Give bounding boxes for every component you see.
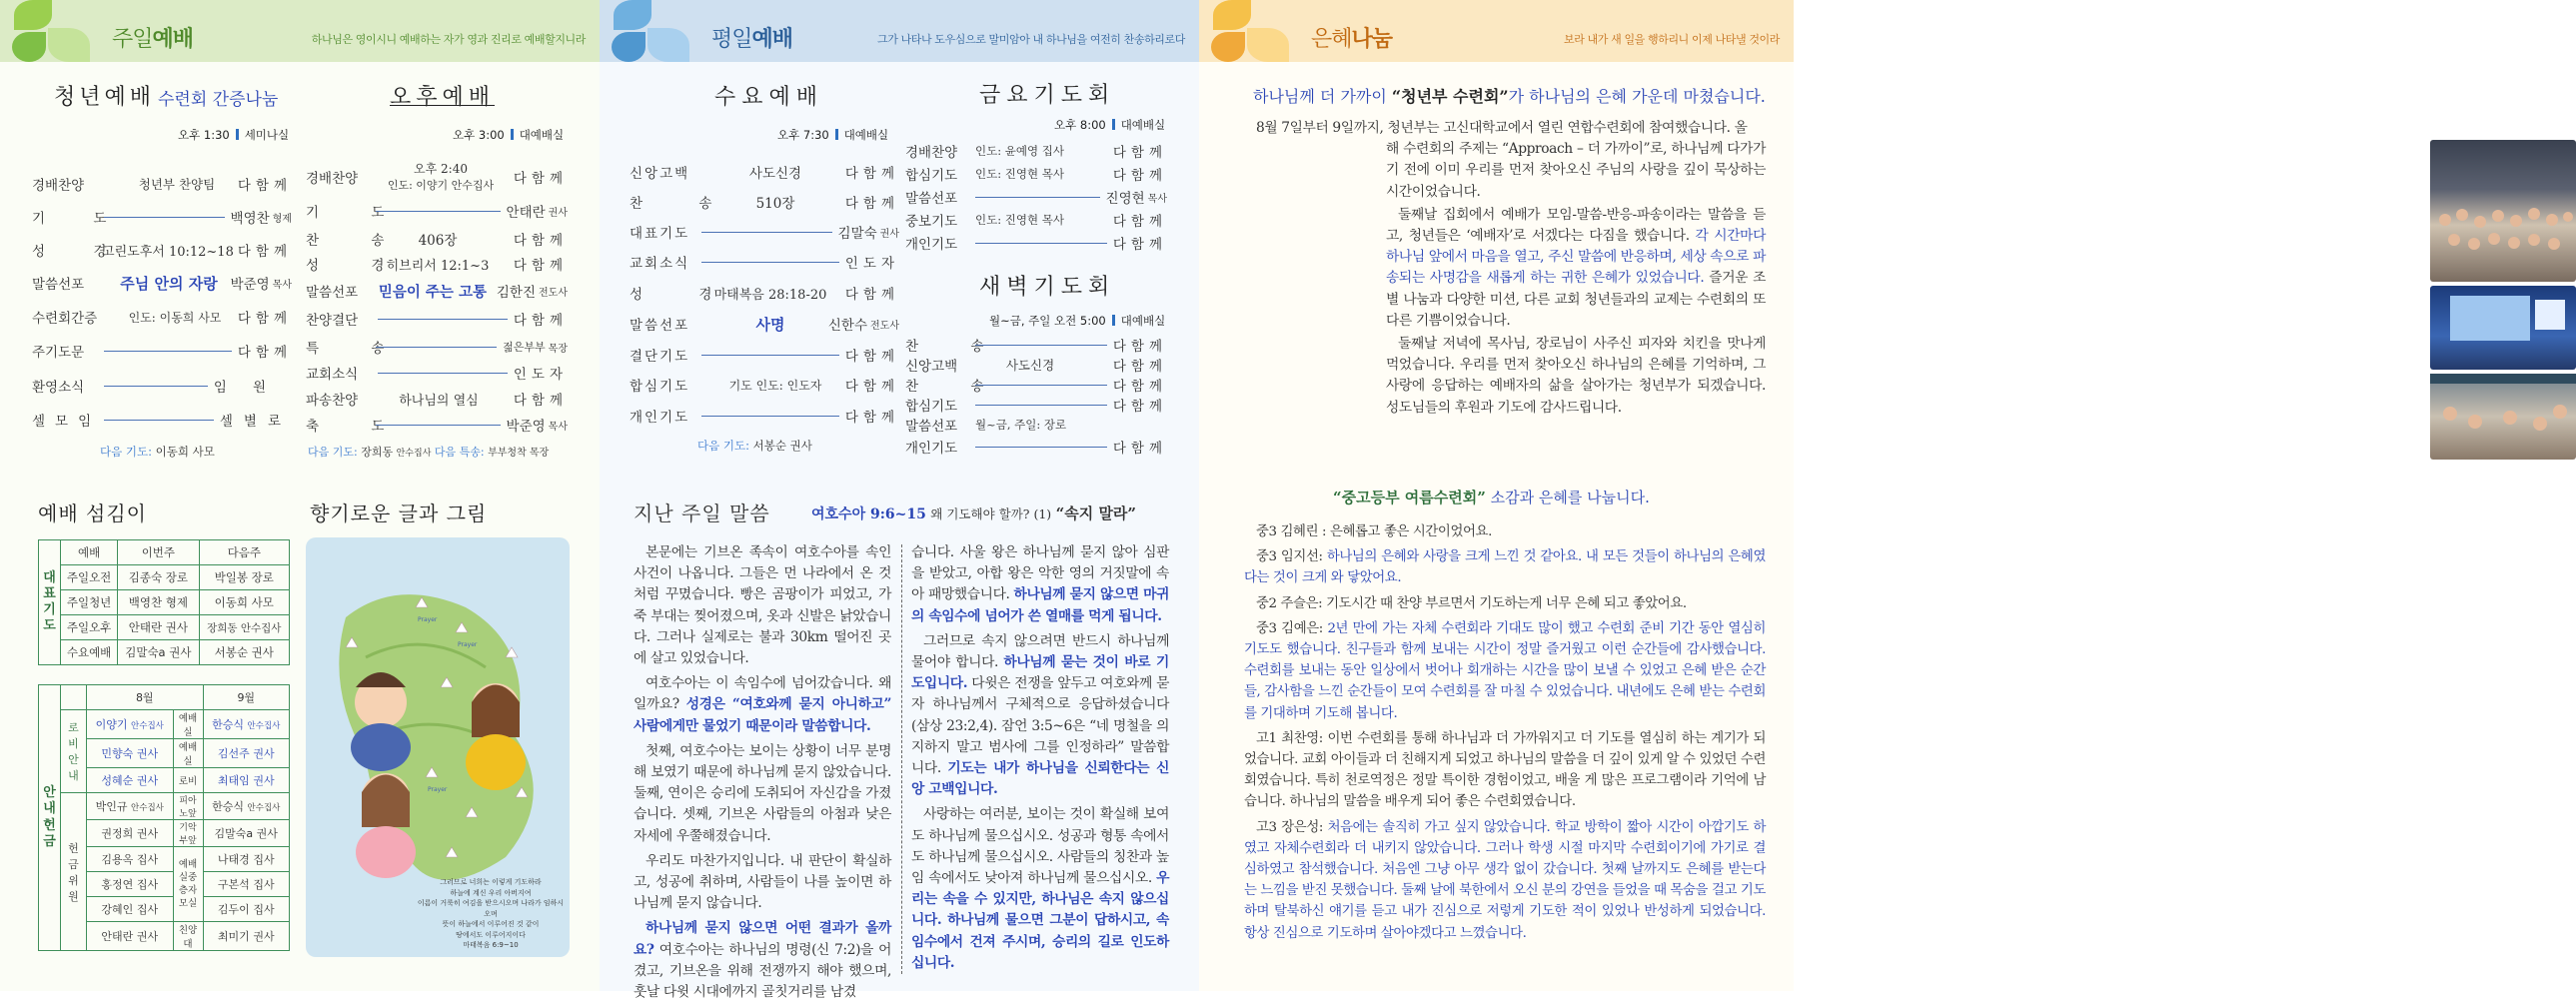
- leaf-icon: [1211, 32, 1245, 62]
- sunday-column: [0, 0, 600, 991]
- order-row: 말씀선포 진영현 목사: [905, 191, 1167, 207]
- highschool-headline: “중고등부 여름수련회” 소감과 은혜를 나눕니다.: [1333, 489, 1650, 506]
- order-row: 성 경 히브리서 12:1~3 다함께: [306, 258, 568, 274]
- table-row: 홍정연 집사 구본석 집사: [39, 872, 290, 897]
- table-row: 권정희 권사 기악부앞 김말숙a 권사: [39, 820, 290, 847]
- order-row: 찬양결단 다함께: [306, 313, 568, 329]
- leaf-icon: [12, 32, 46, 62]
- leaf-icon: [612, 32, 645, 62]
- table-row: 강혜인 집사 김두이 집사: [39, 897, 290, 922]
- leaf-icon: [1247, 28, 1289, 62]
- table-header: 예배: [61, 540, 118, 565]
- dawn-time: 월~금, 주일 오전 5:00 대예배실: [989, 314, 1166, 328]
- order-row: 대표기도 김말숙 권사: [630, 226, 899, 242]
- leaf-icon: [14, 0, 52, 30]
- prayer-word: Prayer: [428, 786, 448, 793]
- order-row: 환영소식 임원: [32, 380, 292, 396]
- leaf-icon: [614, 0, 651, 30]
- order-row: 축 도 박준영 목사: [306, 419, 568, 435]
- friday-title: 금요기도회: [979, 83, 1116, 108]
- order-row: 합심기도 기도 인도: 인도자 다함께: [630, 378, 899, 395]
- order-row: 파송찬양 하나님의 열심 다함께: [306, 393, 568, 409]
- order-row: 특 송 젊은부부 목장: [306, 341, 568, 357]
- order-row: 교회소식 인도자: [306, 367, 568, 383]
- next-prayer: 다음 기도: 서봉순 권사: [697, 439, 812, 453]
- photo-meal: [2430, 374, 2576, 460]
- order-row: 개인기도 다함께: [905, 441, 1167, 457]
- afternoon-service-title: 오후예배: [390, 85, 496, 110]
- poem-text: 그러므로 너희는 이렇게 기도하라 하늘에 계신 우리 아버지여 이름이 거룩히 여김을 받으시오며 나라가 임하시오며 뜻이 하늘에서 이루어진 것 같이 땅에서도 이루어지이다 마태복음 6:9~10: [417, 878, 565, 949]
- youth-service-title: 청년예배: [54, 85, 156, 110]
- order-row: 수련회간증 인도: 이동희 사모 다함께: [32, 310, 292, 327]
- order-row: 교회소식 인도자: [630, 256, 899, 272]
- worship-photo: [2430, 286, 2576, 370]
- order-row: 합심기도 인도: 진영현 목사 다함께: [905, 167, 1167, 184]
- friday-time: 오후 8:00 대예배실: [1054, 118, 1166, 132]
- weekday-header: [600, 0, 1199, 62]
- weekday-column: [600, 0, 1199, 1001]
- prayer-word: Prayer: [458, 641, 478, 648]
- ushers-table: [38, 684, 290, 951]
- meal-photo: [2430, 374, 2576, 460]
- table-header: 다음주: [199, 540, 289, 565]
- grace-column: [1199, 0, 1794, 991]
- order-row: 찬 송 406장 다함께: [306, 233, 568, 249]
- leaf-icon: [48, 28, 90, 62]
- table-row: 안태란 권사 친양대 최미기 권사: [39, 922, 290, 951]
- sermon-reference: 여호수아 9:6~15 왜 기도해야 할까? (1) “속지 말라”: [811, 504, 1137, 522]
- youth-service-time: 오후 1:30 세미나실: [178, 128, 290, 142]
- group-photo: [2430, 140, 2576, 282]
- art-title: 향기로운 글과 그림: [310, 502, 488, 525]
- sermon-title: 지난 주일 말씀: [634, 502, 770, 525]
- order-row: 개인기도 다함께: [905, 237, 1167, 253]
- afternoon-service-time: 오후 3:00 대예배실: [453, 128, 565, 142]
- order-row: 신앙고백 사도신경 다함께: [630, 166, 899, 182]
- order-row: 중보기도 인도: 진영현 목사 다함께: [905, 213, 1167, 230]
- retreat-headline: 하나님께 더 가까이 “청년부 수련회”가 하나님의 은혜 가운데 마쳤습니다.: [1253, 87, 1766, 106]
- order-row: 경배찬양 청년부 찬양팀 다함께: [32, 177, 292, 194]
- youth-service-subtitle: 수련회 간증나눔: [158, 90, 279, 110]
- table-header: 이번주: [118, 540, 199, 565]
- section-title: 주일예배: [112, 27, 194, 52]
- table-row: 김용옥 집사 예배실중층자모실 나태경 집사: [39, 847, 290, 872]
- next-prayer: 다음 기도: 이동희 사모: [100, 445, 215, 459]
- table-header: 9월: [203, 685, 290, 710]
- order-row: 말씀선포 사명 신한수 전도사: [630, 315, 899, 334]
- table-row: 민향숙 권사 예배실 김선주 권사: [39, 739, 290, 768]
- wednesday-title: 수요예배: [714, 85, 824, 110]
- prayer-illustration: [306, 537, 570, 957]
- section-title: 은혜나눔: [1311, 27, 1393, 52]
- header-verse: 하나님은 영이시니 예배하는 자가 영과 진리로 예배할지니라: [311, 33, 586, 46]
- order-row: 기 도 안태란 권사: [306, 205, 568, 221]
- table-row: 헌금위원 박인규 안수집사 피아노앞 한승식 안수집사: [39, 793, 290, 820]
- order-row: 합심기도 다함께: [905, 399, 1167, 415]
- sunday-header: [0, 0, 600, 62]
- order-row: 성 경 마태복음 28:18-20 다함께: [630, 287, 899, 303]
- grace-header: [1199, 0, 1794, 62]
- ushers-side-label: 안내헌금: [39, 685, 61, 951]
- table-row: 주일오전 김종숙 장로 박일봉 장로: [39, 565, 290, 590]
- table-row: 로비안내 이양기 안수집사 예배실 한승식 안수집사: [39, 710, 290, 739]
- order-row: 성 경 고린도후서 10:12~18 다함께: [32, 244, 292, 260]
- order-row: 신앙고백 사도신경 다함께: [905, 358, 1167, 375]
- order-row: 찬 송 다함께: [905, 379, 1167, 395]
- order-row: 찬 송 510장 다함께: [630, 196, 899, 212]
- next-prayer: 다음 기도: 장희동 안수집사 다음 특송: 부부청착 목장: [308, 446, 550, 459]
- table-row: 수요예배 김말숙a 권사 서봉순 권사: [39, 640, 290, 665]
- servers-table: [38, 539, 290, 665]
- leaf-icon: [647, 28, 689, 62]
- dawn-title: 새벽기도회: [979, 275, 1116, 300]
- servers-side-label: 대표기도: [39, 540, 61, 665]
- sermon-text-right: 습니다. 사울 왕은 하나님께 묻지 않아 심판을 받았고, 아합 왕은 악한 영의 거짓말에 속아 패망했습니다. 하나님께 묻지 않으면 마귀의 속임수에 넘어가 쓴 열매를 먹게 됩니다. 그러므로 속지 않으려면 반드시 하나님께 물어야 합니다. 하나님께 묻는 것이 바로 기도입니다. 다윗은 전쟁을 앞두고 여호와께 묻자 하나님께서 구체적으로 응답하셨습니다(삼상 23:2,4). 잠언 3:5~6은 “네 명철을 의지하지 말고 범사에 그를 인정하라” 말씀합니다. 기도는 내가 하나님을 신뢰한다는 신앙 고백입니다. 사랑하는 여러분, 보이는 것이 확실해 보여도 하나님께 물으십시오. 성공과 형통 속에서도 하나님께 물으십시오. 사람들의 칭찬과 높임 속에서도 낮아져 하나님께 물으십시오. 우리는 속을 수 있지만, 하나님은 속지 않으십니다. 하나님께 물으면 그분이 답하시고, 속임수에서 건져 주시며, 승리의 길로 인도하십니다.: [911, 544, 1170, 971]
- photo-people: [2430, 140, 2576, 282]
- testimonies: 중3 김혜린 : 은혜롭고 좋은 시간이었어요. 중3 임지선: 하나님의 은혜와 사랑을 크게 느낀 것 같아요. 내 모든 것들이 하나님의 은혜였다는 것이 크게 와 닿았어요. 중2 주슬은: 기도시간 때 찬양 부르면서 기도하는게 너무 은혜 되고 좋았어요. 중3 김예은: 2년 만에 가는 자체 수련회라 기대도 많이 했고 수련회 준비 기간 동안 열심히 기도도 했습니다. 친구들과 함께 보내는 시간이 정말 즐거웠고 이런 순간들에 감사했습니다. 수련회를 보내는 동안 일상에서 벗어나 회개하는 시간을 많이 보낼 수 있었고 은혜 받은 순간들, 감사함을 느낀 순간들이 모여 수련회를 잘 마칠 수 있었습니다. 내년에도 은혜 받는 수련회를 기대하며 기도해 봅니다. 고1 최찬영: 이번 수련회를 통해 하나님과 더 가까워지고 더 기도를 열심히 하는 계기가 되었습니다. 교회 아이들과 더 친해지게 되었고 하나님의 말씀을 더 깊이 있게 알 수 있었던 수련회였습니다. 특히 천로역정은 정말 특이한 경험이었고, 배울 게 많은 프로그램이라 기억에 남습니다. 하나님의 말씀을 배우게 되어 좋은 수련회였습니다. 고3 장은성: 처음에는 솔직히 가고 싶지 않았습니다. 학교 방학이 짧아 시간이 아깝기도 하였고 자체수련회라 더 내키지 않았습니다. 그러나 학생 시절 마지막 수련회이기에 가기로 결심하였고 참석했습니다. 처음엔 그냥 아무 생각 없이 갔습니다. 첫째 날까지도 은혜를 받는다는 느낌을 받진 못했습니다. 둘째 날에 북한에서 오신 분의 강연을 들었을 때 목숨을 걸고 기도하며 탈북하신 얘기를 듣고 내가 진심으로 저렇게 기도한 적이 있었나 반성하게 되었습니다. 항상 진심으로 기도하며 살아야겠다고 느꼈습니다.: [1244, 524, 1767, 941]
- table-header: 8월: [87, 685, 204, 710]
- order-row: 말씀선포 주님 안의 자랑 박준영 목사: [32, 274, 292, 293]
- servers-title: 예배 섬김이: [38, 502, 147, 525]
- order-row: 찬 송 다함께: [905, 339, 1167, 355]
- order-row: 말씀선포 월~금, 주일: 장로: [905, 418, 1067, 435]
- order-row: 개인기도 다함께: [630, 410, 899, 426]
- table-row: 주일오후 안태란 권사 장희동 안수집사: [39, 615, 290, 640]
- order-row: 기 도 백영찬 형제: [32, 211, 292, 227]
- order-row: 경배찬양 인도: 윤예영 집사 다함께: [905, 144, 1167, 161]
- order-row: 셀모임 셀별로: [32, 414, 292, 430]
- header-verse: 보라 내가 새 일을 행하리니 이제 나타낼 것이라: [1564, 33, 1780, 46]
- photo-screen: [2430, 286, 2576, 370]
- order-row: 주기도문 다함께: [32, 345, 292, 361]
- prayer-word: Prayer: [418, 616, 438, 623]
- order-row: 말씀선포 믿음이 주는 고통 김한진 전도사: [306, 283, 568, 301]
- leaf-icon: [1213, 0, 1251, 30]
- retreat-text: 8월 7일부터 9일까지, 청년부는 고신대학교에서 열린 연합수련회에 참여했습니다. 올 해 수련회의 주제는 “Approach – 더 가까이”로, 하나님께 다가가기 전에 이미 우리를 먼저 찾아오신 주님의 사랑을 깊이 묵상하는 시간이었습니다. 둘째날 집회에서 예배가 모임-말씀-반응-파송이라는 말씀을 듣고, 청년들은 ‘예배자’로 서겠다는 다짐을 했습니다. 각 시간마다 하나님 앞에서 마음을 열고, 주신 말씀에 반응하며, 세상 속으로 파송되는 사명감을 새롭게 하는 귀한 은혜가 있었습니다. 즐거운 조별 나눔과 다양한 미션, 다른 교회 청년들과의 교제는 수련회의 또 다른 기쁨이었습니다. 둘째날 저녁에 목사님, 장로님이 사주신 피자와 치킨을 맛나게 먹었습니다. 우리를 먼저 찾아오신 하나님의 은혜를 기억하며, 그 사랑에 응답하는 예배자의 삶을 살아가는 청년부가 되겠습니다. 성도님들의 후원과 기도에 감사드립니다.: [1244, 120, 1766, 416]
- header-verse: 그가 나타나 도우심으로 말미암아 내 하나님을 여전히 찬송하리로다: [876, 33, 1185, 46]
- column-divider: [901, 544, 902, 974]
- section-title: 평일예배: [711, 27, 793, 52]
- wednesday-time: 오후 7:30 대예배실: [777, 128, 889, 142]
- order-row: 결단기도 다함께: [630, 349, 899, 365]
- sermon-text-left: 본문에는 기브온 족속이 여호수아를 속인 사건이 나옵니다. 그들은 먼 나라에서 온 것처럼 꾸몄습니다. 빵은 곰팡이가 피었고, 가죽 부대는 찢어졌으며, 옷과 신발은 낡았습니다. 그러나 실제로는 불과 30km 떨어진 곳에 살고 있었습니다. 여호수아는 이 속임수에 넘어갔습니다. 왜일까요? 성경은 “여호와께 묻지 아니하고” 사람에게만 물었기 때문이라 말씀합니다. 첫째, 여호수아는 보이는 상황이 너무 분명해 보였기 때문에 하나님께 묻지 않았습니다. 둘째, 연이은 승리에 도취되어 자신감을 가졌습니다. 셋째, 기브온 사람들의 아첨과 낮은 자세에 우쭐해졌습니다. 우리도 마찬가지입니다. 내 판단이 확실하고, 성공에 취하며, 사람들이 나를 높이면 하나님께 묻지 않습니다. 하나님께 묻지 않으면 어떤 결과가 올까요? 여호수아는 하나님의 명령(신 7:2)을 어겼고, 기브온을 위해 전쟁까지 해야 했으며, 훗날 다윗 시대에까지 골칫거리를 남겼: [634, 544, 891, 1001]
- order-row: 경배찬양 오후 2:40 인도: 이양기 안수집사 다함께: [306, 161, 568, 192]
- table-row: 주일청년 백영찬 형제 이동희 사모: [39, 590, 290, 615]
- table-row: 성혜순 권사 로비 최태임 권사: [39, 768, 290, 793]
